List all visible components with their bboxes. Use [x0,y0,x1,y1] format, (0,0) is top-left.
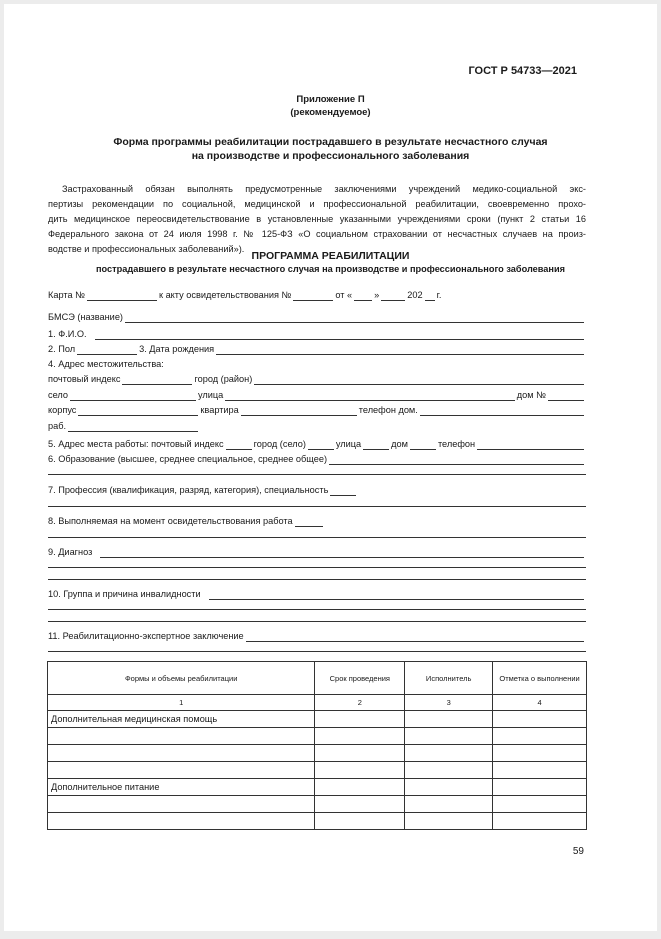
job-field[interactable] [295,516,323,527]
table-cell[interactable] [315,796,405,813]
conclusion-row: 11. Реабилитационно-экспертное заключение [48,630,586,642]
diagnosis-line-3[interactable] [48,579,586,580]
home-phone-field[interactable] [420,405,584,416]
header-completion: Отметка о выполнении [493,662,587,695]
table-row [48,813,587,830]
table-cell[interactable] [405,728,493,745]
form-title-line-1: Форма программы реабилитации пострадавшего в результате несчастного случая [113,136,548,148]
table-cell[interactable] [493,711,587,728]
work-city-field[interactable] [308,439,334,450]
document-page [4,4,657,931]
conclusion-field[interactable] [246,631,584,642]
table-cell[interactable] [493,745,587,762]
table-cell[interactable] [48,762,315,779]
year-field[interactable] [425,290,435,301]
diagnosis-line-2[interactable] [48,567,586,568]
act-number-field[interactable] [293,290,333,301]
table-cell[interactable] [405,711,493,728]
profession-field[interactable] [330,485,356,496]
table-cell[interactable] [48,796,315,813]
village-field[interactable] [70,390,196,401]
header-term: Срок проведения [315,662,405,695]
table-row [48,779,587,796]
standard-number: ГОСТ Р 54733—2021 [468,65,577,77]
intro-paragraph [48,182,586,257]
section-medical: Дополнительная медицинская помощь [48,711,315,728]
diagnosis-field[interactable] [100,547,584,558]
table-number-row: 1 2 3 4 [48,695,587,711]
intro-line: Застрахованный обязан выполнять предусмотренные заключениями учреждений медико-социальной экс- [62,184,586,194]
disability-line-3[interactable] [48,621,586,622]
table-header-row [48,662,587,695]
fio-field[interactable] [95,329,584,340]
sex-birth-row: 2. Пол 3. Дата рождения [48,343,586,355]
table-cell[interactable] [315,813,405,830]
table-cell[interactable] [405,796,493,813]
profession-row: 7. Профессия (квалификация, разряд, категория), специальность [48,484,586,496]
table-row [48,728,587,745]
profession-line-2[interactable] [48,506,586,507]
program-subtitle: пострадавшего в результате несчастного случая на производстве и профессионального заболевания [96,264,565,274]
intro-line: водстве и профессиональных заболеваний»). [48,244,245,254]
fio-row: 1. Ф.И.О. [48,328,586,340]
bmse-row: БМСЭ (название) [48,311,586,323]
intro-line: дить медицинское переосвидетельствование в установленные указанными учреждениями сроки (пункт 2 статьи 16 [48,214,586,224]
work-phone-short-row: раб. [48,420,586,432]
intro-line: Федерального закона от 24 июля 1998 г. № 125-ФЗ «О социальном страховании от несчастных случаев на произ- [48,229,586,239]
page-number: 59 [572,846,584,857]
job-row: 8. Выполняемая на момент освидетельствования работа [48,515,586,527]
card-number-field[interactable] [87,290,157,301]
postcode-field[interactable] [122,374,192,385]
table-cell[interactable] [493,796,587,813]
month-field[interactable] [381,290,405,301]
work-address-row: 5. Адрес места работы: почтовый индекс город (село) улица дом телефон [48,438,586,450]
table-row [48,796,587,813]
table-cell[interactable] [315,762,405,779]
postcode-row: почтовый индекс город (район) [48,373,586,385]
table-cell[interactable] [405,813,493,830]
building-field[interactable] [78,405,198,416]
building-row: корпус квартира телефон дом. [48,404,586,416]
section-nutrition: Дополнительное питание [48,779,315,796]
table-cell[interactable] [315,779,405,796]
table-cell[interactable] [48,745,315,762]
day-field[interactable] [354,290,372,301]
table-row [48,711,587,728]
conclusion-line-2[interactable] [48,651,586,652]
table-cell[interactable] [405,779,493,796]
table-cell[interactable] [493,728,587,745]
house-field[interactable] [548,390,584,401]
work-street-field[interactable] [363,439,389,450]
rehabilitation-table [47,661,587,830]
table-row [48,762,587,779]
table-cell[interactable] [315,711,405,728]
bmse-field[interactable] [125,312,584,323]
sex-field[interactable] [77,344,137,355]
program-title: ПРОГРАММА РЕАБИЛИТАЦИИ [251,250,410,262]
job-line-2[interactable] [48,537,586,538]
appendix-subtitle: (рекомендуемое) [290,107,371,118]
table-cell[interactable] [48,728,315,745]
address-label-row: 4. Адрес местожительства: [48,359,164,369]
table-cell[interactable] [493,779,587,796]
city-field[interactable] [254,374,584,385]
apartment-field[interactable] [241,405,357,416]
table-cell[interactable] [405,762,493,779]
street-field[interactable] [225,390,515,401]
header-executor: Исполнитель [405,662,493,695]
education-field[interactable] [329,454,584,465]
table-cell[interactable] [493,762,587,779]
table-cell[interactable] [315,745,405,762]
work-postcode-field[interactable] [226,439,252,450]
disability-row: 10. Группа и причина инвалидности [48,588,586,600]
table-cell[interactable] [315,728,405,745]
appendix-title: Приложение П [296,94,365,105]
header-forms: Формы и объемы реабилитации [48,662,315,695]
diagnosis-row: 9. Диагноз [48,546,586,558]
work-house-field[interactable] [410,439,436,450]
birth-date-field[interactable] [216,344,584,355]
table-cell[interactable] [405,745,493,762]
disability-line-2[interactable] [48,609,586,610]
education-row: 6. Образование (высшее, среднее специальное, среднее общее) [48,453,586,465]
disability-field[interactable] [209,589,584,600]
table-cell[interactable] [48,813,315,830]
intro-line: пертизы рекомендации по социальной, медицинской и профессиональной реабилитации, своевременно прохо- [48,199,586,209]
village-row: село улица дом № [48,389,586,401]
table-row [48,745,587,762]
form-title-line-2: на производстве и профессионального заболевания [191,150,470,162]
work-phone-short-field[interactable] [68,421,198,432]
table-cell[interactable] [493,813,587,830]
work-phone-field[interactable] [477,439,584,450]
education-line-2[interactable] [48,474,586,475]
card-row: Карта № к акту освидетельствования № от « » 202 г. [48,290,442,300]
